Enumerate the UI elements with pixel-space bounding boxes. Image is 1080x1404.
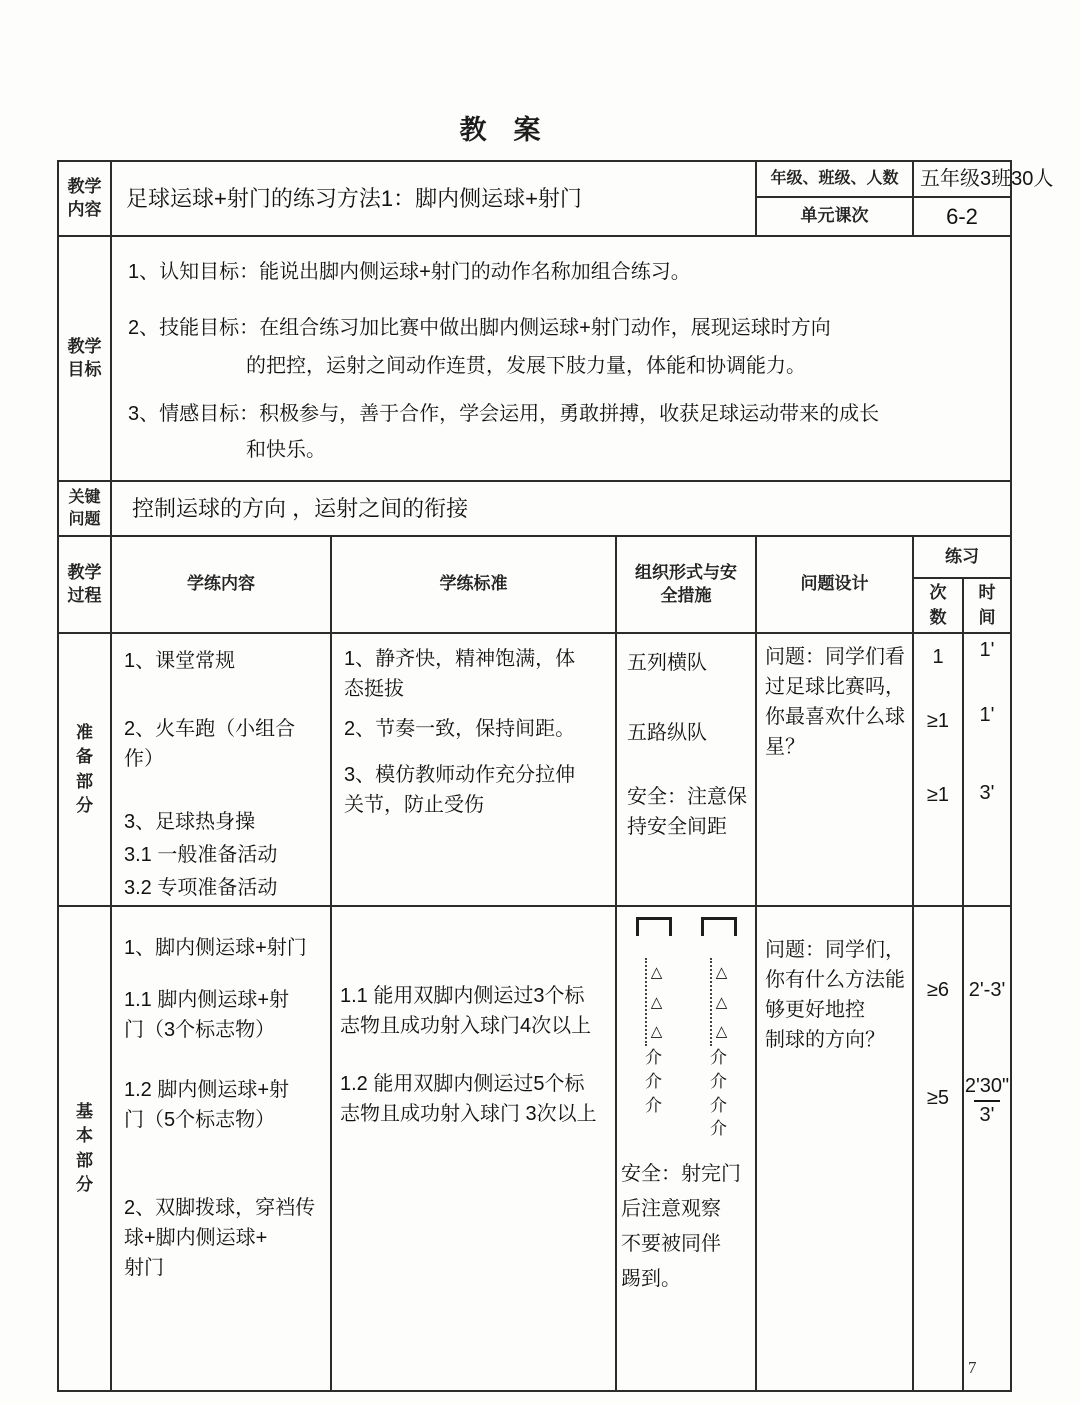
basic-duration-range bbox=[964, 1075, 1010, 1127]
basic-times-cell bbox=[913, 906, 963, 1391]
page-number: 7 bbox=[968, 1358, 977, 1377]
lesson-plan-table bbox=[57, 160, 1054, 1392]
basic-content-item: 2、双脚拨球，穿裆传 球+脚内侧运球+ 射门 bbox=[124, 1197, 316, 1280]
objectives-content bbox=[111, 236, 1011, 481]
unit-lesson-label: 单元课次 bbox=[756, 197, 913, 236]
prep-standard-cell bbox=[331, 633, 616, 906]
basic-duration-cell bbox=[963, 906, 1011, 1391]
header-process: 教学过程 bbox=[58, 536, 111, 633]
teaching-content-label: 教学内容 bbox=[58, 161, 111, 236]
basic-times-value: ≥6 bbox=[926, 979, 950, 1002]
basic-content-item: 1、脚内侧运球+射门 bbox=[124, 937, 307, 960]
prep-content-item: 3.2 专项准备活动 bbox=[124, 877, 278, 900]
class-info-value: 五年级3班30人 bbox=[913, 161, 1011, 197]
header-question: 问题设计 bbox=[756, 536, 913, 633]
prep-standard-item: 2、节奏一致，保持间距。 bbox=[344, 718, 576, 741]
basic-content-cell bbox=[111, 906, 331, 1391]
prep-content-item: 3、足球热身操 bbox=[124, 811, 256, 834]
prep-section-label: 准备部分 bbox=[58, 633, 111, 906]
drill-lane bbox=[701, 917, 737, 1141]
objective-line: 2、技能目标：在组合练习加比赛中做出脚内侧运球+射门动作，展现运球时方向 bbox=[128, 317, 831, 339]
basic-times-value: ≥5 bbox=[926, 1087, 950, 1110]
prep-content-item: 3.1 一般准备活动 bbox=[124, 844, 278, 867]
objectives-label: 教学目标 bbox=[58, 236, 111, 481]
prep-content-cell bbox=[111, 633, 331, 906]
teaching-content-value: 足球运球+射门的练习方法1：脚内侧运球+射门 bbox=[111, 161, 756, 236]
page-title: 教 案 bbox=[459, 115, 541, 145]
header-standard: 学练标准 bbox=[331, 536, 616, 633]
basic-safety-note: 安全：射完门 后注意观察 不要被同伴 踢到。 bbox=[621, 1163, 741, 1291]
header-practice: 练习 bbox=[913, 536, 1011, 578]
prep-times-value: ≥1 bbox=[926, 710, 950, 733]
cone-markers-icon: △ △ △ bbox=[645, 958, 663, 1046]
drill-lane bbox=[636, 917, 672, 1141]
prep-duration-value: 3' bbox=[979, 782, 995, 805]
prep-duration-cell bbox=[963, 633, 1011, 906]
prep-org-item: 五列横队 bbox=[627, 652, 707, 675]
prep-org-item: 安全：注意保 持安全间距 bbox=[627, 786, 747, 839]
basic-organization-cell bbox=[616, 906, 756, 1391]
prep-times-value: ≥1 bbox=[926, 784, 950, 807]
header-organization: 组织形式与安全措施 bbox=[616, 536, 756, 633]
key-question-value: 控制运球的方向 ，运射之间的衔接 bbox=[111, 481, 1011, 536]
goal-icon bbox=[636, 917, 672, 936]
player-queue-icon: 介 介 介 介 bbox=[710, 1048, 727, 1139]
objective-line: 的把控，运射之间动作连贯，发展下肢力量，体能和协调能力。 bbox=[246, 355, 806, 377]
prep-standard-item: 1、静齐快，精神饱满，体 态挺拔 bbox=[344, 648, 576, 701]
prep-organization-cell bbox=[616, 633, 756, 906]
header-duration: 时间 bbox=[963, 578, 1011, 633]
cone-markers-icon: △ △ △ bbox=[710, 958, 728, 1046]
prep-standard-item: 3、模仿教师动作充分拉伸 关节，防止受伤 bbox=[344, 764, 576, 817]
prep-question-cell: 问题：同学们看 过足球比赛吗， 你最喜欢什么球 星？ bbox=[756, 633, 913, 906]
objective-line: 3、情感目标：积极参与，善于合作，学会运用，勇敢拼搏，收获足球运动带来的成长 bbox=[128, 403, 880, 425]
prep-duration-value: 1' bbox=[979, 704, 995, 727]
header-content: 学练内容 bbox=[111, 536, 331, 633]
prep-times-value: 1 bbox=[932, 646, 944, 669]
duration-divider bbox=[974, 1100, 1000, 1102]
basic-duration-value: 2'30" bbox=[964, 1075, 1010, 1098]
header-times: 次数 bbox=[913, 578, 963, 633]
key-question-label: 关键问题 bbox=[58, 481, 111, 536]
unit-lesson-value: 6-2 bbox=[913, 197, 1011, 236]
class-info-label: 年级、班级、人数 bbox=[756, 161, 913, 197]
basic-standard-cell bbox=[331, 906, 616, 1391]
prep-content-item: 2、火车跑（小组合作） bbox=[124, 718, 296, 771]
basic-question-cell: 问题：同学们， 你有什么方法能 够更好地控 制球的方向？ bbox=[756, 906, 913, 1391]
objective-line: 1、认知目标：能说出脚内侧运球+射门的动作名称加组合练习。 bbox=[128, 261, 691, 283]
prep-content-item: 1、课堂常规 bbox=[124, 650, 236, 673]
player-queue-icon: 介 介 介 bbox=[645, 1048, 662, 1115]
prep-org-item: 五路纵队 bbox=[627, 722, 707, 745]
basic-standard-item: 1.2 能用双脚内侧运过5个标 志物且成功射入球门 3次以上 bbox=[340, 1073, 597, 1126]
basic-content-item: 1.1 脚内侧运球+射 门（3个标志物） bbox=[124, 989, 290, 1042]
basic-content-item: 1.2 脚内侧运球+射 门（5个标志物） bbox=[124, 1079, 290, 1132]
prep-times-cell bbox=[913, 633, 963, 906]
basic-standard-item: 1.1 能用双脚内侧运过3个标 志物且成功射入球门4次以上 bbox=[340, 985, 592, 1038]
basic-duration-value: 2'-3' bbox=[968, 979, 1006, 1002]
drill-diagram bbox=[621, 917, 751, 1141]
prep-duration-value: 1' bbox=[979, 639, 995, 662]
objective-line: 和快乐。 bbox=[246, 439, 326, 461]
basic-duration-value: 3' bbox=[979, 1104, 995, 1127]
goal-icon bbox=[701, 917, 737, 936]
basic-section-label: 基本部分 bbox=[58, 906, 111, 1391]
